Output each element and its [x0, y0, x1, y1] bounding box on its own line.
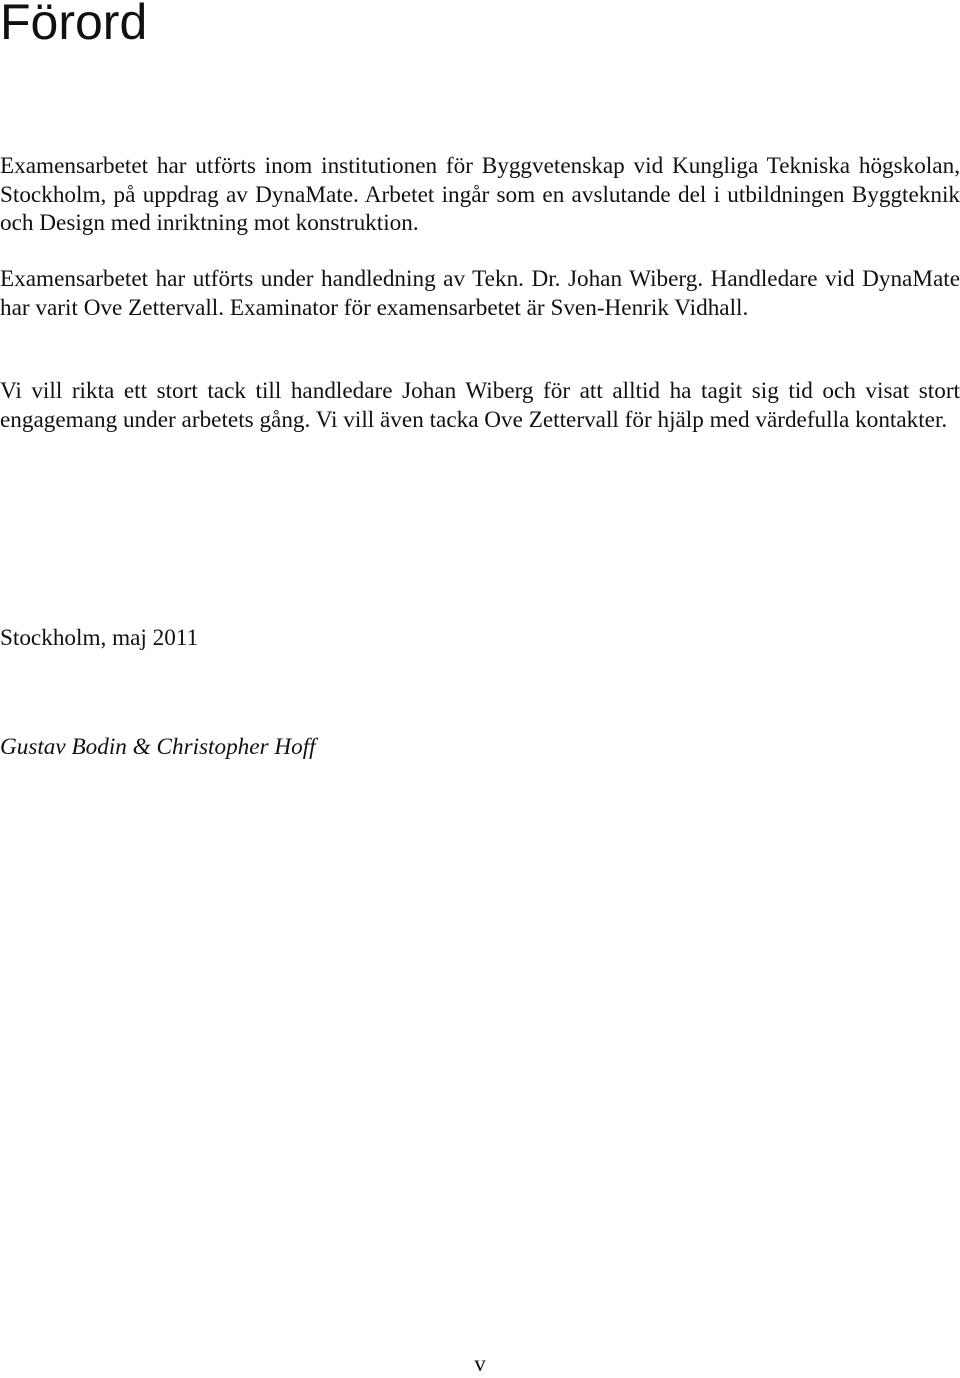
page-heading: Förord	[0, 0, 148, 50]
page-number: v	[474, 1351, 486, 1376]
place-and-date: Stockholm, maj 2011	[0, 625, 199, 651]
paragraph-acknowledgements: Vi vill rikta ett stort tack till handledare Johan Wiberg för att alltid ha tagit sig tid och visat stort engagemang under arbetets gång. Vi vill även tacka Ove Zettervall för hjälp med värdefulla kontakter.	[0, 378, 960, 433]
authors-signature: Gustav Bodin & Christopher Hoff	[0, 734, 316, 760]
paragraph-institution: Examensarbetet har utförts inom institutionen för Byggvetenskap vid Kungliga Tekniska högskolan, Stockholm, på uppdrag av DynaMate. Arbetet ingår som en avslutande del i utbildningen Byggteknik och Design med inriktning mot konstruktion.	[0, 153, 960, 236]
paragraph-supervision: Examensarbetet har utförts under handledning av Tekn. Dr. Johan Wiberg. Handledare vid DynaMate har varit Ove Zettervall. Examinator för examensarbetet är Sven-Henrik Vidhall.	[0, 266, 960, 321]
